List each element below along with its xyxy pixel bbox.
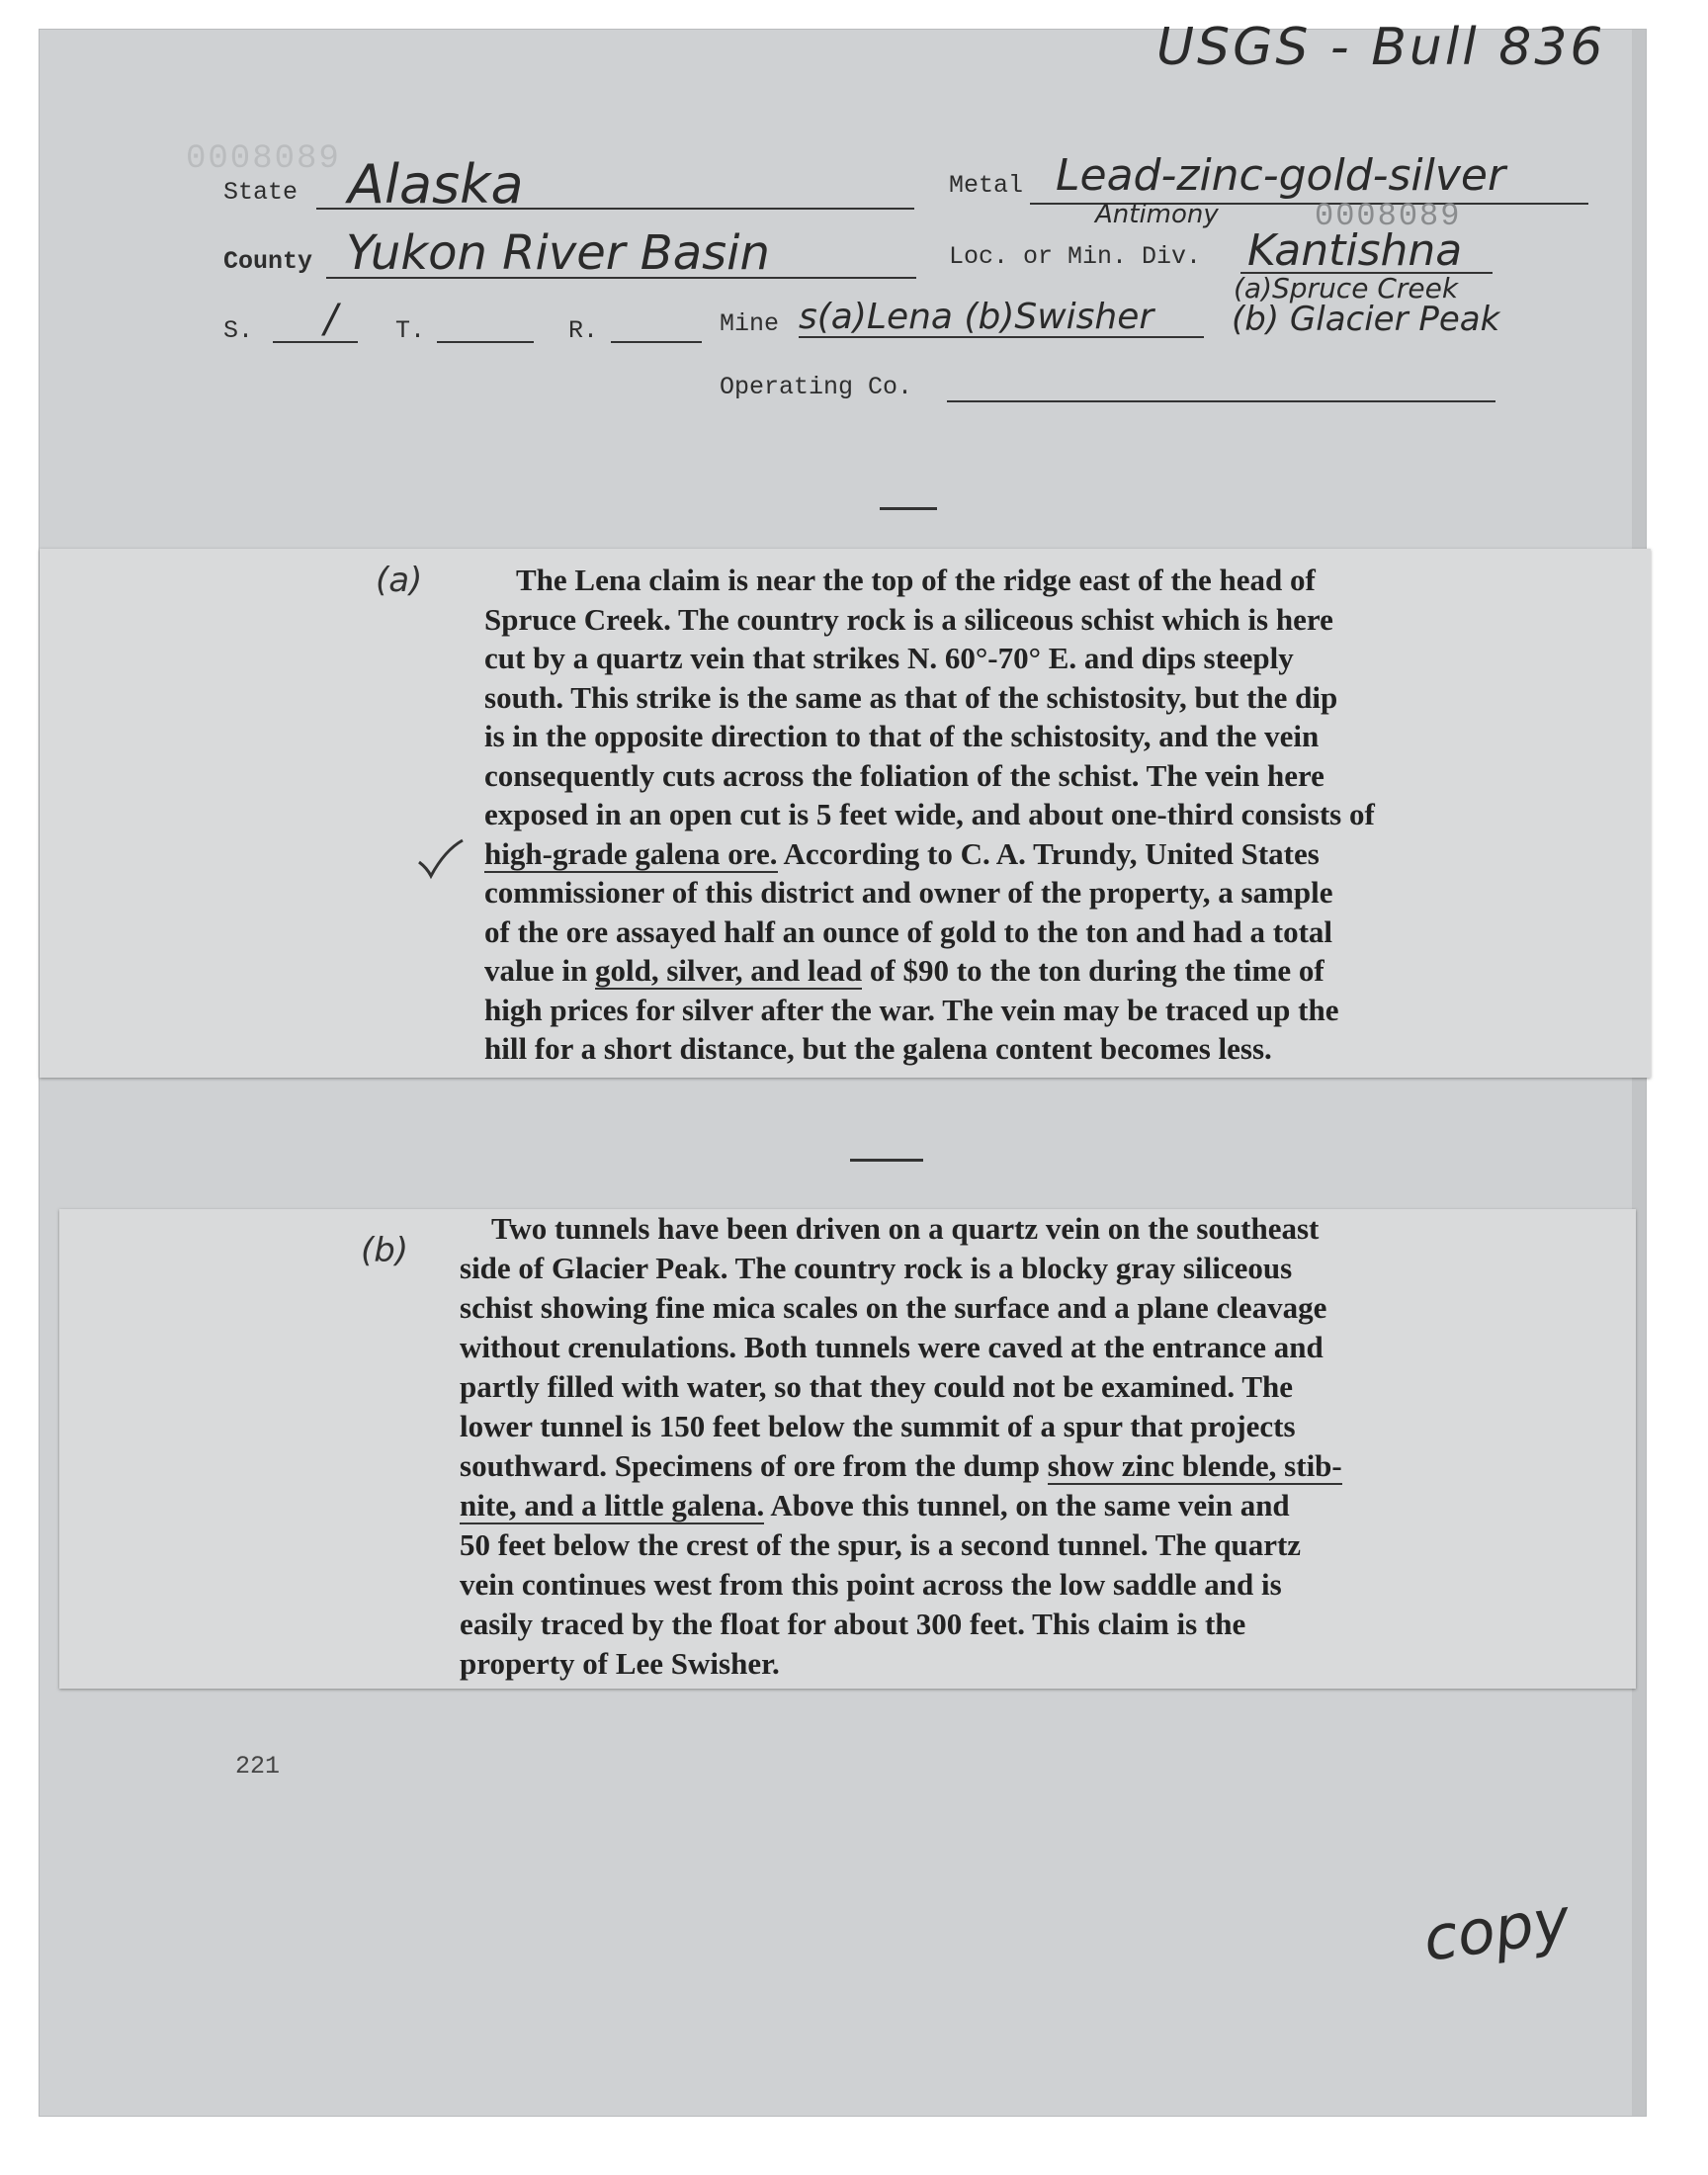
text-line: easily traced by the float for about 300 feet. This claim is the bbox=[460, 1607, 1246, 1641]
s-label: S. bbox=[223, 316, 254, 345]
loc-value: Kantishna bbox=[1247, 225, 1463, 276]
text-line: Two tunnels have been driven on a quartz vein on the southeast bbox=[491, 1211, 1320, 1246]
page-number: 221 bbox=[235, 1752, 281, 1781]
county-label: County bbox=[223, 247, 313, 276]
text-line: commissioner of this district and owner of the property, a sample bbox=[484, 875, 1333, 910]
state-label: State bbox=[223, 178, 299, 207]
operating-label: Operating Co. bbox=[720, 373, 913, 401]
s-underline bbox=[273, 341, 358, 343]
r-label: R. bbox=[568, 316, 599, 345]
text-line: value in gold, silver, and lead of $90 to the ton during the time of bbox=[484, 953, 1324, 988]
text-line: The Lena claim is near the top of the ridge east of the head of bbox=[516, 563, 1316, 597]
text-line: side of Glacier Peak. The country rock is a blocky gray siliceous bbox=[460, 1251, 1293, 1285]
metal-label: Metal bbox=[949, 171, 1024, 200]
clipping-a-marker: (a) bbox=[376, 561, 423, 600]
footer-note: copy bbox=[1418, 1883, 1575, 1975]
state-value: Alaska bbox=[348, 153, 524, 216]
s-value: / bbox=[324, 297, 338, 342]
faded-stamp-number: 0008089 bbox=[186, 140, 341, 178]
text-line: nite, and a little galena. Above this tunnel, on the same vein and bbox=[460, 1488, 1290, 1522]
stamp-number: 0008089 bbox=[1315, 198, 1462, 234]
operating-underline bbox=[947, 400, 1495, 402]
mine-location-b: (b) Glacier Peak bbox=[1232, 300, 1500, 339]
metal-value: Lead-zinc-gold-silver bbox=[1056, 150, 1506, 201]
text-line: south. This strike is the same as that of the schistosity, but the dip bbox=[484, 679, 1338, 715]
loc-label: Loc. or Min. Div. bbox=[949, 242, 1202, 271]
clipping-b-text bbox=[460, 1209, 1502, 1684]
r-underline bbox=[611, 341, 702, 343]
clipping-b-marker: (b) bbox=[361, 1231, 409, 1270]
county-value: Yukon River Basin bbox=[346, 225, 770, 281]
header-note: USGS - Bull 836 bbox=[1156, 18, 1606, 77]
text-line: vein continues west from this point across the low saddle and is bbox=[460, 1567, 1282, 1602]
text-line: partly filled with water, so that they could not be examined. The bbox=[460, 1369, 1294, 1404]
text-line: exposed in an open cut is 5 feet wide, and about one-third consists of bbox=[484, 797, 1375, 831]
checkmark-icon bbox=[415, 838, 467, 885]
text-line: 50 feet below the crest of the spur, is a second tunnel. The quartz bbox=[460, 1527, 1302, 1562]
text-line: hill for a short distance, but the galena content becomes less. bbox=[484, 1031, 1272, 1066]
text-line: consequently cuts across the foliation of the schist. The vein here bbox=[484, 757, 1324, 793]
text-line: lower tunnel is 150 feet below the summit of a spur that projects bbox=[460, 1409, 1296, 1443]
t-label: T. bbox=[395, 316, 426, 345]
text-line: high-grade galena ore. According to C. A. Trundy, United States bbox=[484, 835, 1320, 871]
text-line: is in the opposite direction to that of the schistosity, and the vein bbox=[484, 719, 1320, 753]
text-line: without crenulations. Both tunnels were caved at the entrance and bbox=[460, 1330, 1324, 1364]
text-line: Spruce Creek. The country rock is a siliceous schist which is here bbox=[484, 601, 1333, 637]
separator-dash-2 bbox=[850, 1159, 923, 1162]
metal-extra: Antimony bbox=[1095, 200, 1219, 229]
text-line: southward. Specimens of ore from the dump show zinc blende, stib- bbox=[460, 1448, 1342, 1483]
text-line: cut by a quartz vein that strikes N. 60°-70° E. and dips steeply bbox=[484, 641, 1294, 675]
text-line: of the ore assayed half an ounce of gold to the ton and had a total bbox=[484, 914, 1333, 949]
mine-location-a: (a)Spruce Creek bbox=[1234, 272, 1459, 304]
clipping-a-text bbox=[484, 561, 1512, 1069]
t-underline bbox=[437, 341, 534, 343]
text-line: property of Lee Swisher. bbox=[460, 1646, 780, 1681]
text-line: schist showing fine mica scales on the surface and a plane cleavage bbox=[460, 1290, 1327, 1325]
mine-value: s(a)Lena (b)Swisher bbox=[799, 297, 1154, 337]
mine-label: Mine bbox=[720, 309, 780, 338]
separator-dash-1 bbox=[880, 507, 937, 510]
text-line: high prices for silver after the war. The vein may be traced up the bbox=[484, 992, 1339, 1027]
